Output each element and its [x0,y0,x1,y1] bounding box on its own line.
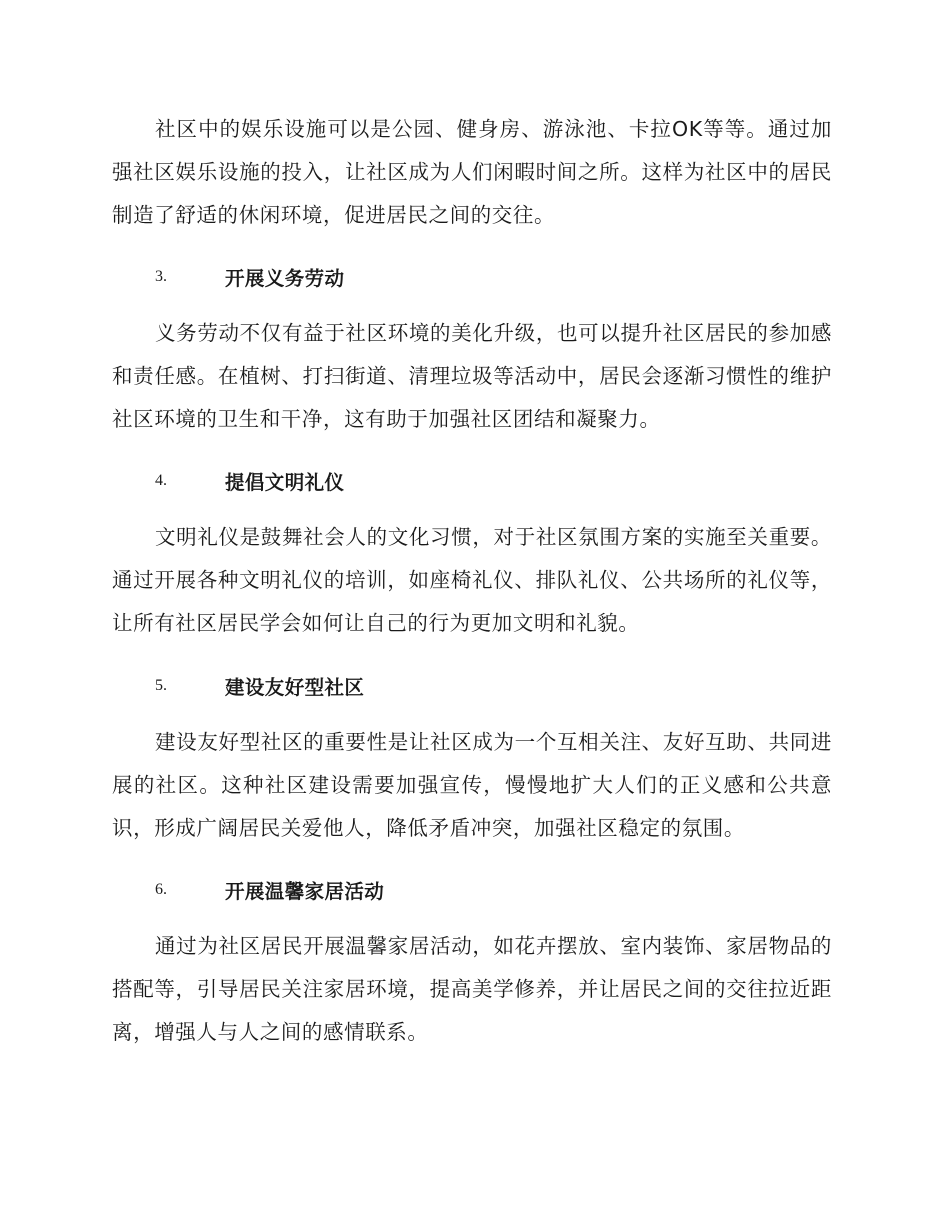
section-number: 3. [155,268,167,285]
section-number: 4. [155,472,167,489]
section-heading-4 [155,466,344,496]
paragraph-friendly-community: 建设友好型社区的重要性是让社区成为一个互相关注、友好互助、共同进展的社区。这种社区建设需要加强宣传，慢慢地扩大人们的正义感和公共意识，形成广阔居民关爱他人，降低矛盾冲突，加强社区稳定的氛围。 [112,730,832,840]
paragraph-cozy-home-activities: 通过为社区居民开展温馨家居活动，如花卉摆放、室内装饰、家居物品的搭配等，引导居民关注家居环境，提高美学修养，并让居民之间的交往拉近距离，增强人与人之间的感情联系。 [112,934,832,1044]
paragraph-recreation-facilities: 社区中的娱乐设施可以是公园、健身房、游泳池、卡拉OK等等。通过加强社区娱乐设施的投入，让社区成为人们闲暇时间之所。这样为社区中的居民制造了舒适的休闲环境，促进居民之间的交往。 [112,117,832,227]
paragraph-civility-etiquette: 文明礼仪是鼓舞社会人的文化习惯，对于社区氛围方案的实施至关重要。通过开展各种文明礼仪的培训，如座椅礼仪、排队礼仪、公共场所的礼仪等，让所有社区居民学会如何让自己的行为更加文明和礼貌。 [112,525,832,635]
paragraph-volunteer-labor: 义务劳动不仅有益于社区环境的美化升级，也可以提升社区居民的参加感和责任感。在植树、打扫街道、清理垃圾等活动中，居民会逐渐习惯性的维护社区环境的卫生和干净，这有助于加强社区团结和凝聚力。 [112,321,832,431]
section-title: 提倡文明礼仪 [225,471,345,494]
section-heading-3 [155,262,344,292]
section-heading-6 [155,875,384,905]
section-title: 建设友好型社区 [225,676,365,699]
section-number: 5. [155,677,167,694]
section-heading-5 [155,671,364,701]
section-number: 6. [155,881,167,898]
section-title: 开展义务劳动 [225,267,345,290]
section-title: 开展温馨家居活动 [225,880,385,903]
